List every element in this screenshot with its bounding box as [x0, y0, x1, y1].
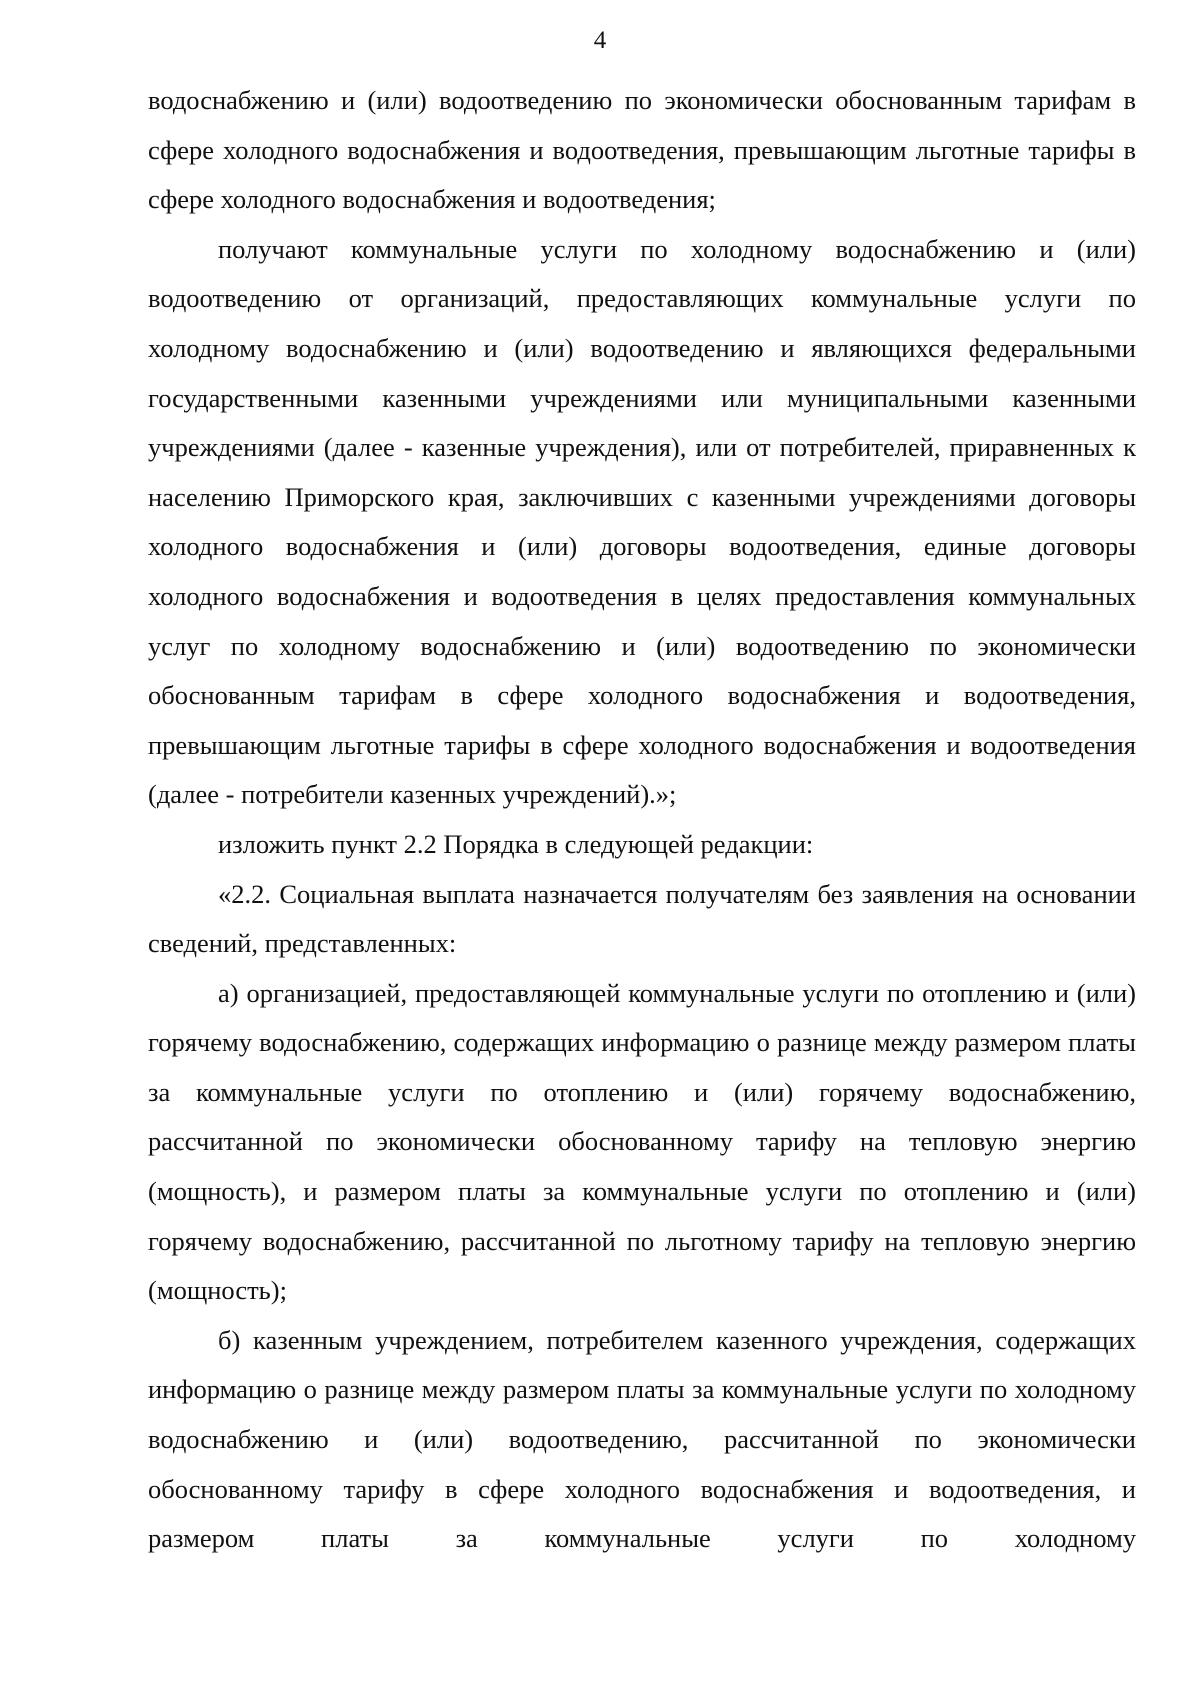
paragraph-continuation: водоснабжению и (или) водоотведению по экономически обоснованным тарифам в сфере холодного водоснабжения и водоотведения, превышающим льготные тарифы в сфере холодного водоснабжения и водоотведения;	[148, 85, 1136, 215]
paragraph-clause-2-2: «2.2. Социальная выплата назначается получателям без заявления на основании сведений, представленных:	[148, 878, 1136, 959]
paragraph-consumers-of-state-institutions: получают коммунальные услуги по холодному водоснабжению и (или) водоотведению от организаций, предоставляющих коммунальные услуги по холодному водоснабжению и (или) водоотведению и являющихся федеральными государственными казенными учреждениями или муниципальными казенными учреждениями (далее - казенные учреждения), или от потребителей, приравненных к населению Приморского края, заключивших с казенными учреждениями договоры холодного водоснабжения и (или) договоры водоотведения, единые договоры холодного водоснабжения и водоотведения в целях предоставления коммунальных услуг по холодному водоснабжению и (или) водоотведению по экономически обоснованным тарифам в сфере холодного водоснабжения и водоотведения, превышающим льготные тарифы в сфере холодного водоснабжения и водоотведения (далее - потребители казенных учреждений).»;	[148, 233, 1136, 810]
paragraph-subclause-b: б) казенным учреждением, потребителем казенного учреждения, содержащих информацию о разнице между размером платы за коммунальные услуги по холодному водоснабжению и (или) водоотведению, рассчитанной по экономически обоснованному тарифу в сфере холодного водоснабжения и водоотведения, и размером платы за коммунальные услуги по холодному	[148, 1324, 1136, 1554]
paragraph-subclause-a: а) организацией, предоставляющей коммунальные услуги по отоплению и (или) горячему водоснабжению, содержащих информацию о разнице между размером платы за коммунальные услуги по отоплению и (или) горячему водоснабжению, рассчитанной по экономически обоснованному тарифу на тепловую энергию (мощность), и размером платы за коммунальные услуги по отоплению и (или) горячему водоснабжению, рассчитанной по льготному тарифу на тепловую энергию (мощность);	[148, 977, 1136, 1306]
paragraph-amend-clause: изложить пункт 2.2 Порядка в следующей редакции:	[218, 828, 814, 859]
document-body	[148, 76, 1136, 1564]
page-number: 4	[593, 27, 607, 54]
